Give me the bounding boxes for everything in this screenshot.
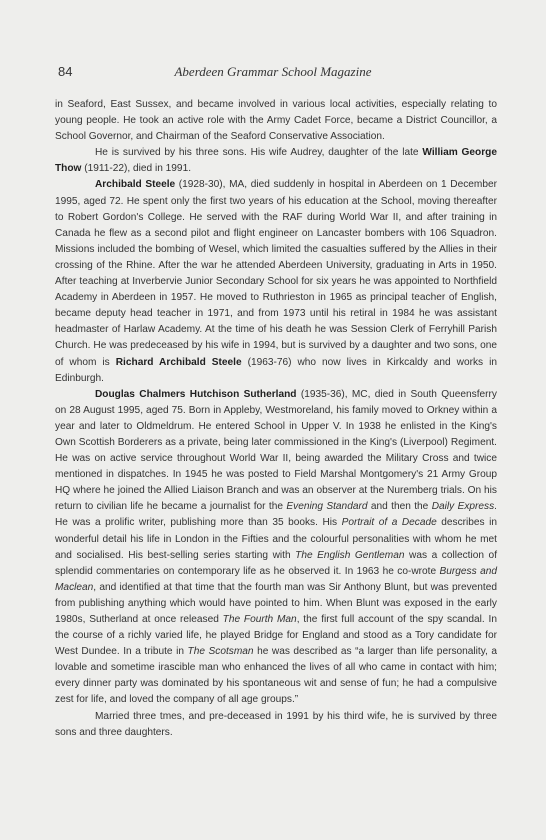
text-run: (1911-22), died in 1991. (81, 163, 192, 175)
page-number: 84 (58, 64, 73, 79)
person-name: William George Thow (55, 147, 497, 175)
text-run: (1928-30), MA, died suddenly in hospital in Aberdeen on 1 December 1995, aged 72. He spent only the first two years of his education at the School, moving thereafter to Robert Gordon's College. He served with the RAF during World War II, and after training in Canada he flew as a second pilot and flight engineer on Lancaster bombers with 106 Squadron. Missions included the bombing of Wesel, which limited the casualties suffered by the Allies in their crossing of the Rhine. After the war he attended Aberdeen University, graduating in Arts in 1950. After teaching at Inverbervie Junior Secondary School for six years he was appointed to Northfield Academy in Aberdeen in 1957. He moved to Ruthrieston in 1965 as principal teacher of English, became deputy head teacher in 1971, and from 1973 until his retiral in 1984 he was assistant headmaster of Harlaw Academy. At the time of his death he was Session Clerk of Ferryhill Parish Church. He was predeceased by his wife in 1994, but is survived by a daughter and two sons, one of whom is (55, 179, 497, 368)
page-header (0, 64, 546, 82)
text-run: in Seaford, East Sussex, and became involved in various local activities, especially relating to young people. He took an active role with the Army Cadet Force, became a District Councillor, a School Governor, and Chairman of the Seaford Conservative Association. (55, 99, 497, 143)
text-run: , the first full account of the spy scandal. In the course of a richly varied life, he played Bridge for England and stood as a Tory candidate for West Dundee. In a tribute in (55, 614, 497, 658)
person-name: Douglas Chalmers Hutchison Sutherland (95, 388, 297, 400)
text-run: (1935-36), MC, died in South Queensferry on 28 August 1995, aged 75. Born in Appleby, Westmoreland, his family moved to Orkney within a year and later to Oldmeldrum. He entered School in Upper V. In 1938 he enlisted in the King's Own Scottish Borderers as a private, being later commissioned in the King's (Liverpool) Regiment. He was on active service throughout World War II, being awarded the Military Cross and twice mentioned in dispatches. In 1945 he was posted to Field Marshal Montgomery's 21 Army Group HQ where he joined the Allied Liaison Branch and was an observer at the Nuremberg trials. On his return to civilian life he became a journalist for the (55, 388, 497, 513)
text-run: . He was a prolific writer, publishing more than 35 books. His (55, 501, 497, 529)
publication-title: Daily Express (431, 501, 495, 513)
paragraph (55, 709, 497, 741)
text-run: he was described as “a larger than life personality, a lovable and sometime irascible man who enhanced the lives of all who came in contact with him; every dinner party was dominated by his spontaneous wit and sense of fun; he had a compulsive zest for life, and loved the company of all age groups.” (55, 646, 498, 706)
paragraph (55, 387, 497, 709)
publication-title: Evening Standard (286, 501, 368, 513)
publication-title: The Scotsman (187, 646, 254, 658)
obituary-text (55, 97, 497, 741)
text-run: and then the (367, 501, 432, 513)
text-run: Married three tmes, and pre-deceased in 1991 by his third wife, he is survived by three sons and three daughters. (55, 710, 497, 738)
text-run: , and identified at that time that the fourth man was Sir Anthony Blunt, but was prevented from publishing anything which would have pointed to him. When Blunt was exposed in the early 1980s, Sutherland at once released (55, 581, 497, 625)
person-name: Archibald Steele (95, 179, 176, 191)
paragraph (55, 177, 497, 386)
text-run: describes in wonderful detail his life in London in the Fifties and the colourful personalities with whom he met and socialised. His best-selling series starting with (55, 517, 497, 561)
publication-title: Portrait of a Decade (341, 517, 437, 529)
person-name: Richard Archibald Steele (115, 356, 242, 368)
text-run: (1963-76) who now lives in Kirkcaldy and works in Edinburgh. (55, 356, 497, 384)
running-title: Aberdeen Grammar School Magazine (174, 64, 372, 79)
paragraph (55, 97, 497, 145)
paragraph (55, 145, 497, 177)
publication-title: The English Gentleman (295, 549, 405, 561)
publication-title: The Fourth Man (222, 614, 297, 625)
publication-title: Burgess and Maclean (55, 565, 497, 593)
text-run: He is survived by his three sons. His wife Audrey, daughter of the late (95, 147, 423, 159)
text-run: was a collection of splendid commentaries on contemporary life as he observed it. In 1963 he co-wrote (55, 549, 498, 577)
